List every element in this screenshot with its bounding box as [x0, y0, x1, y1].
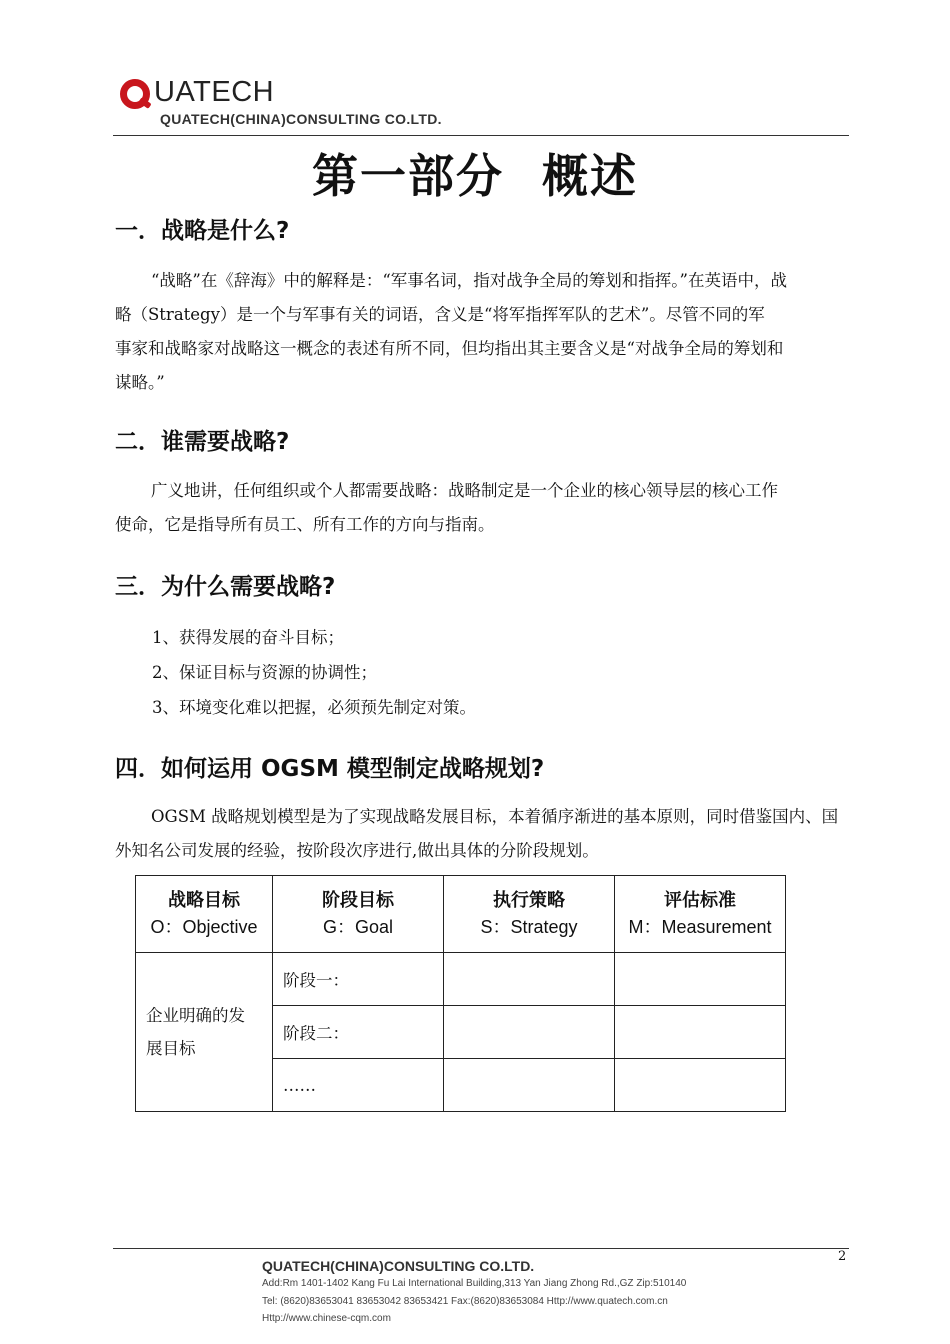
- title-part: 第一部分: [312, 149, 504, 203]
- paragraph-line: 使命，它是指导所有员工、所有工作的方向与指南。: [115, 515, 495, 534]
- company-logo: [120, 70, 274, 114]
- paragraph-line: 广义地讲，任何组织或个人都需要战略：战略制定是一个企业的核心领导层的核心工作: [151, 481, 778, 500]
- list-item: 3、环境变化难以把握，必须预先制定对策。: [152, 698, 476, 717]
- header-measurement: 评估标准 M：Measurement: [615, 876, 786, 953]
- strategy-cell: [444, 1059, 615, 1112]
- list-item: 2、保证目标与资源的协调性；: [152, 663, 377, 682]
- stage-cell: ……: [273, 1059, 444, 1112]
- objective-cell: 企业明确的发 展目标: [136, 953, 273, 1112]
- stage-cell: 阶段一：: [273, 953, 444, 1006]
- paragraph-line: 外知名公司发展的经验，按阶段次序进行,做出具体的分阶段规划。: [115, 841, 599, 860]
- header-strategy: 执行策略 S：Strategy: [444, 876, 615, 953]
- header-divider: [113, 135, 849, 136]
- logo-q-mark: [120, 79, 150, 109]
- section-4-paragraph: [115, 800, 850, 868]
- measurement-cell: [615, 1006, 786, 1059]
- paragraph-line: OGSM 战略规划模型是为了实现战略发展目标，本着循序渐进的基本原则，同时借鉴国内、国: [151, 807, 839, 826]
- header-company-name: QUATECH(CHINA)CONSULTING CO.LTD.: [160, 111, 442, 127]
- section-4-heading: 四．如何运用 OGSM 模型制定战略规划?: [115, 756, 545, 782]
- stage-cell: 阶段二：: [273, 1006, 444, 1059]
- strategy-cell: [444, 1006, 615, 1059]
- section-2-paragraph: [115, 474, 850, 542]
- header-objective: 战略目标 O：Objective: [136, 876, 273, 953]
- section-2-heading: 二．谁需要战略?: [115, 429, 290, 455]
- strategy-cell: [444, 953, 615, 1006]
- footer-divider: [113, 1248, 849, 1249]
- footer-address: Add:Rm 1401-1402 Kang Fu Lai International Building,313 Yan Jiang Zhong Rd.,GZ Zip:510140: [262, 1278, 687, 1289]
- title-topic: 概述: [542, 149, 638, 203]
- footer-website: Http://www.chinese-cqm.com: [262, 1313, 391, 1324]
- list-item: 1、获得发展的奋斗目标；: [152, 628, 344, 647]
- measurement-cell: [615, 953, 786, 1006]
- paragraph-line: 略（Strategy）是一个与军事有关的词语，含义是“将军指挥军队的艺术”。尽管不同的军: [115, 305, 765, 324]
- page-title: [0, 140, 950, 206]
- paragraph-line: “战略”在《辞海》中的解释是：“军事名词，指对战争全局的筹划和指挥。”在英语中，战: [151, 271, 787, 290]
- footer-company-name: QUATECH(CHINA)CONSULTING CO.LTD.: [262, 1258, 535, 1274]
- footer-contact: Tel: (8620)83653041 83653042 83653421 Fax:(8620)83653084 Http://www.quatech.com.cn: [262, 1296, 668, 1307]
- ogsm-table: [135, 875, 786, 1112]
- section-1-paragraph: [115, 264, 850, 400]
- page-number: 2: [838, 1249, 847, 1264]
- logo-text: UATECH: [154, 75, 275, 108]
- header-goal: 阶段目标 G：Goal: [273, 876, 444, 953]
- table-row: [136, 953, 786, 1006]
- measurement-cell: [615, 1059, 786, 1112]
- paragraph-line: 事家和战略家对战略这一概念的表述有所不同，但均指出其主要含义是“对战争全局的筹划和: [115, 339, 784, 358]
- paragraph-line: 谋略。”: [115, 373, 165, 392]
- section-3-heading: 三．为什么需要战略?: [115, 574, 336, 600]
- table-header-row: [136, 876, 786, 953]
- section-1-heading: 一．战略是什么?: [115, 218, 290, 244]
